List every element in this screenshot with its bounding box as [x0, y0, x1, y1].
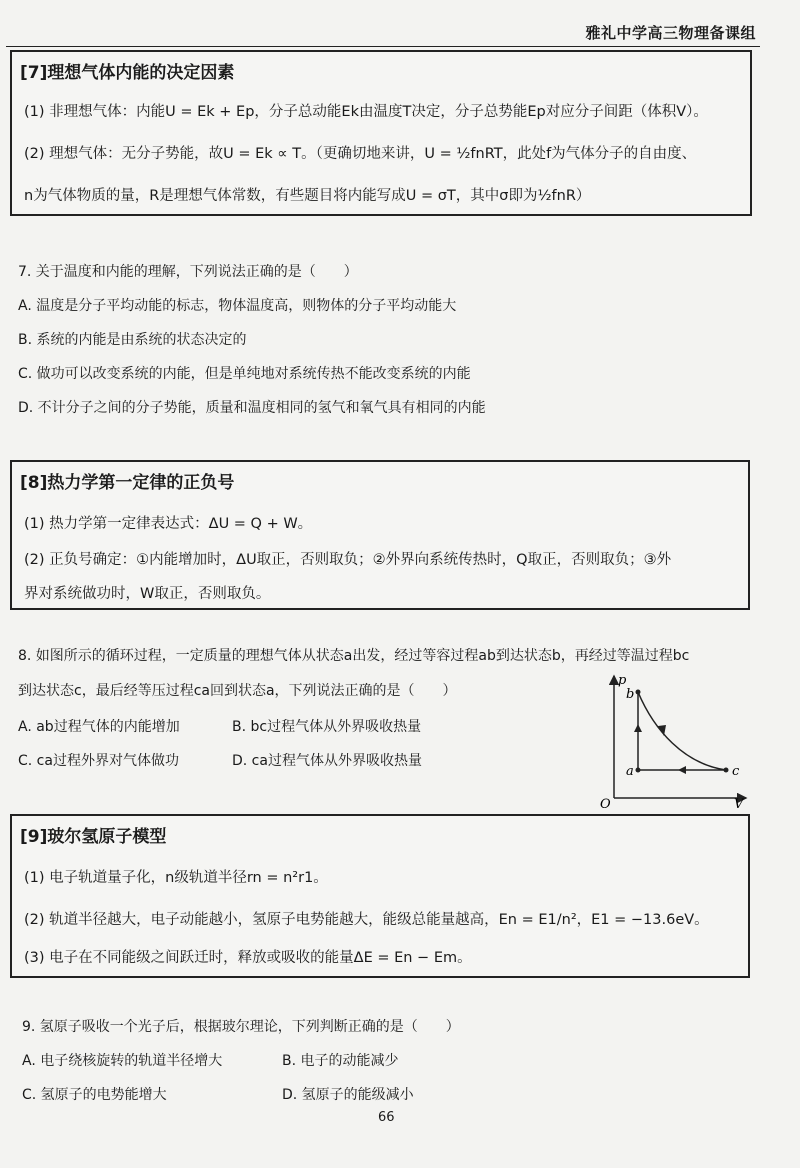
question-9-option-b: B. 电子的动能减少	[282, 1053, 399, 1069]
header-rule	[6, 46, 760, 47]
question-8-option-a: A. ab过程气体的内能增加	[18, 719, 180, 735]
question-7-option-a: A. 温度是分子平均动能的标志，物体温度高，则物体的分子平均动能大	[18, 298, 457, 314]
question-8-option-d: D. ca过程气体从外界吸收热量	[232, 753, 422, 769]
box-8-line-3: 界对系统做功时，W取正，否则取负。	[24, 586, 271, 602]
question-9-option-c: C. 氢原子的电势能增大	[22, 1087, 167, 1103]
question-7-stem: 7. 关于温度和内能的理解，下列说法正确的是（ ）	[18, 264, 358, 280]
box-7-line-1: (1) 非理想气体：内能U = Ek + Ep，分子总动能Ek由温度T决定，分子总势能Ep对应分子间距（体积V）。	[24, 104, 708, 120]
box-8-title: [8]热力学第一定律的正负号	[20, 473, 235, 493]
v-axis-label: V	[734, 797, 744, 810]
question-8-stem-line-2: 到达状态c，最后经等压过程ca回到状态a，下列说法正确的是（ ）	[18, 683, 457, 699]
knowledge-box-8	[10, 460, 750, 610]
page-number: 66	[378, 1110, 395, 1125]
question-8-option-b: B. bc过程气体从外界吸收热量	[232, 719, 422, 735]
question-9-option-d: D. 氢原子的能级减小	[282, 1087, 414, 1103]
box-7-line-2: (2) 理想气体：无分子势能，故U = Ek ∝ T。（更确切地来讲，U = ½fnRT，此处f为气体分子的自由度、	[24, 146, 697, 162]
pv-cycle-diagram	[594, 670, 754, 810]
box-7-title: [7]理想气体内能的决定因素	[20, 63, 235, 83]
origin-label: O	[600, 797, 611, 810]
box-8-line-1: (1) 热力学第一定律表达式：ΔU = Q + W。	[24, 516, 313, 532]
knowledge-box-7	[10, 50, 752, 216]
box-8-line-2: (2) 正负号确定：①内能增加时，ΔU取正，否则取负；②外界向系统传热时，Q取正，否则取负；③外	[24, 552, 672, 568]
state-a-label: a	[626, 764, 634, 779]
question-7-option-d: D. 不计分子之间的分子势能，质量和温度相同的氢气和氧气具有相同的内能	[18, 400, 486, 416]
process-ca-arrow	[678, 766, 686, 774]
question-7-option-c: C. 做功可以改变系统的内能，但是单纯地对系统传热不能改变系统的内能	[18, 366, 471, 382]
box-7-line-3: n为气体物质的量，R是理想气体常数，有些题目将内能写成U = σT，其中σ即为½fnR）	[24, 188, 591, 204]
p-axis-label: p	[618, 673, 627, 688]
knowledge-box-9	[10, 814, 750, 978]
school-header: 雅礼中学高三物理备课组	[585, 24, 756, 42]
box-9-title: [9]玻尔氢原子模型	[20, 827, 167, 847]
state-b-label: b	[626, 687, 635, 702]
state-c-label: c	[732, 764, 740, 779]
state-b-point	[636, 690, 641, 695]
question-9-option-a: A. 电子绕核旋转的轨道半径增大	[22, 1053, 223, 1069]
process-bc	[638, 692, 726, 770]
process-ab-arrow	[634, 724, 642, 732]
question-8-stem-line-1: 8. 如图所示的循环过程，一定质量的理想气体从状态a出发，经过等容过程ab到达状态b，再经过等温过程bc	[18, 648, 690, 664]
question-7-option-b: B. 系统的内能是由系统的状态决定的	[18, 332, 247, 348]
box-9-line-3: (3) 电子在不同能级之间跃迁时，释放或吸收的能量ΔE = En − Em。	[24, 950, 472, 966]
box-9-line-2: (2) 轨道半径越大，电子动能越小，氢原子电势能越大，能级总能量越高，En = E1/n²，E1 = −13.6eV。	[24, 912, 709, 928]
question-9-stem: 9. 氢原子吸收一个光子后，根据玻尔理论，下列判断正确的是（ ）	[22, 1019, 460, 1035]
box-9-line-1: (1) 电子轨道量子化，n级轨道半径rn = n²r1。	[24, 870, 328, 886]
state-a-point	[636, 768, 641, 773]
state-c-point	[724, 768, 729, 773]
question-8-option-c: C. ca过程外界对气体做功	[18, 753, 179, 769]
